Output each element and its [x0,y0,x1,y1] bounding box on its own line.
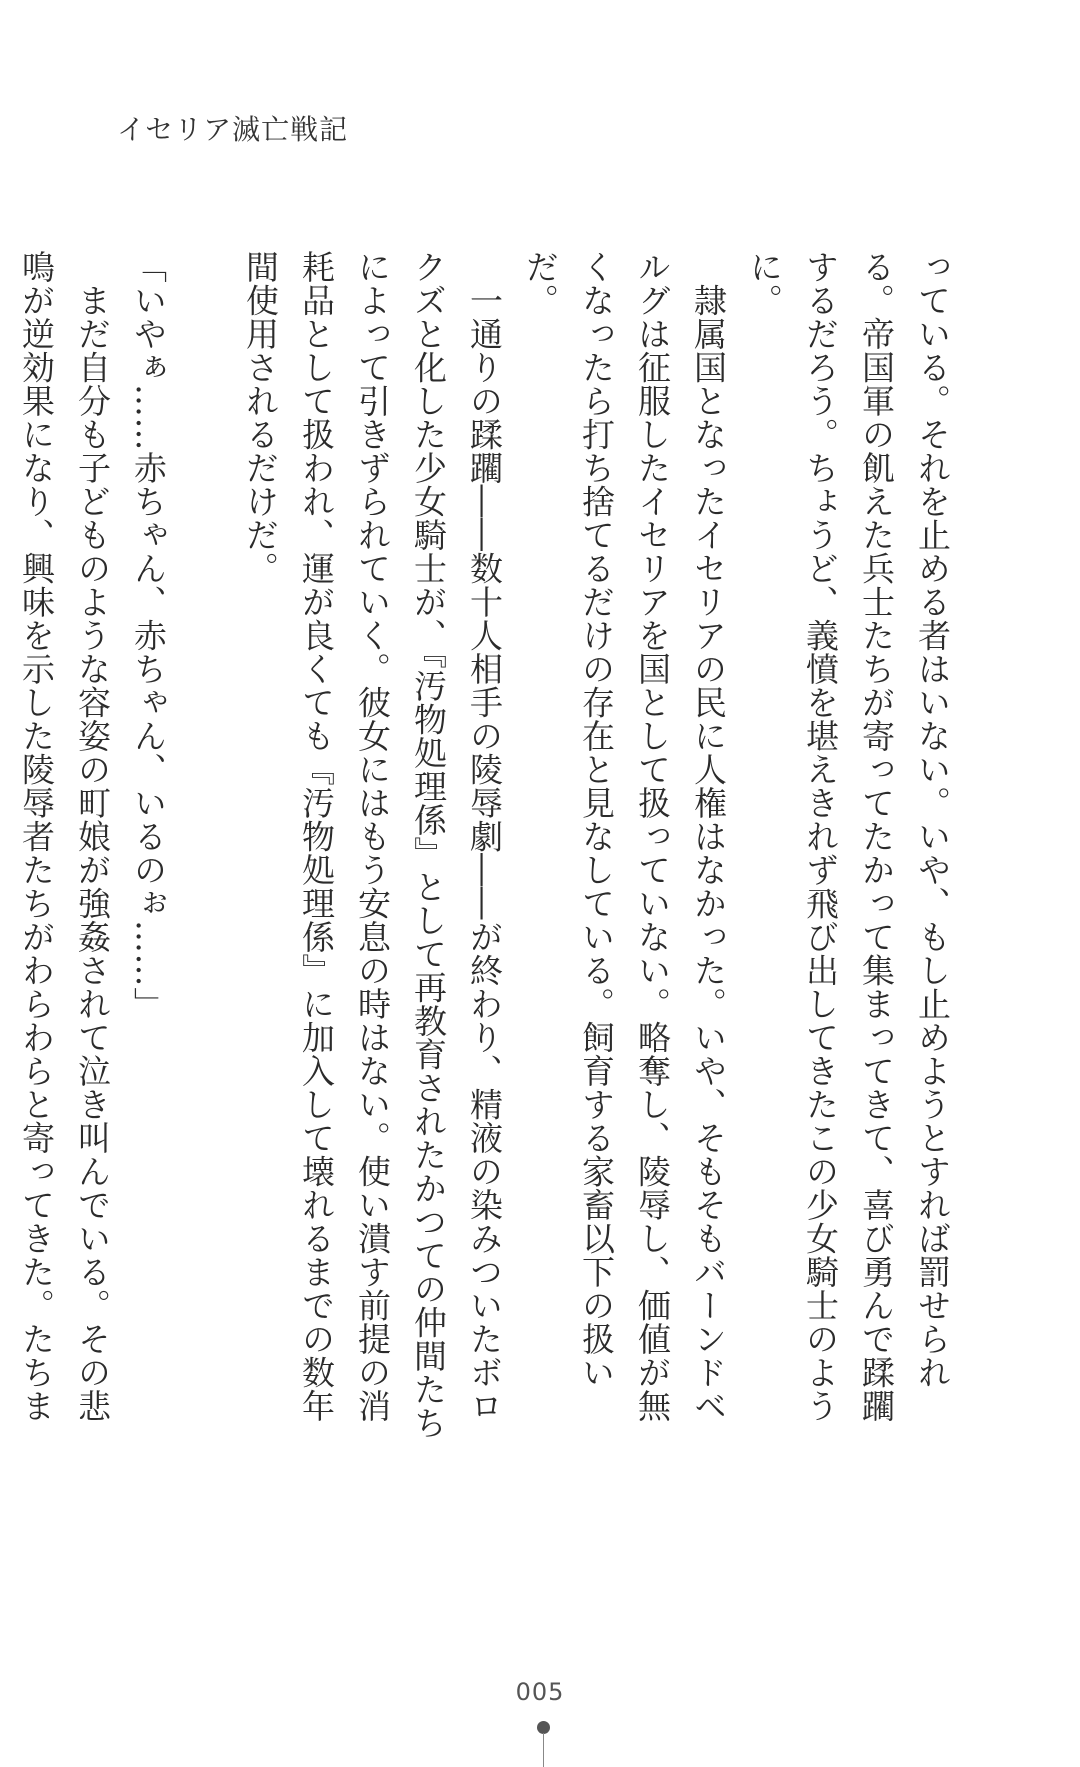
page-number: 005 [515,1678,565,1706]
page-marker-line [543,1733,544,1767]
paragraph-3: 一通りの蹂躙――数十人相手の陵辱劇――が終わり、精液の染みついたボロクズと化した少女騎士が、『汚物処理係』として再教育されたかつての仲間たちによって引きずられていく。彼女にはもう安息の時はない。使い潰す前提の消耗品として扱われ、運が良くても『汚物処理係』に加入して壊れるまでの数年間使用されるだけだ。 [241,250,504,1440]
paragraph-1: っている。それを止める者はいない。いや、もし止めようとすれば罰せられる。帝国軍の飢えた兵士たちが寄ってたかって集まってきて、喜び勇んで蹂躙するだろう。ちょうど、義憤を堪えきれず飛び出してきたこの少女騎士のように。 [745,250,952,1423]
blank-line [176,250,232,1450]
body-text [17,250,960,1450]
running-head: イセリア滅亡戦記 [117,113,349,146]
paragraph-4: まだ自分も子どものような容姿の町娘が強姦されて泣き叫んでいる。その悲鳴が逆効果になり、興味を示した陵辱者たちがわらわらと寄ってきた。たちま [17,250,112,1423]
dialogue-line: 「いやぁ……赤ちゃん、赤ちゃん、いるのぉ……」 [129,250,168,1021]
paragraph-2: 隷属国となったイセリアの民に人権はなかった。いや、そもそもバーンドベルグは征服したイセリアを国として扱っていない。略奪し、陵辱し、価値が無くなったら打ち捨てるだけの存在と見なしている。飼育する家畜以下の扱いだ。 [521,250,728,1423]
